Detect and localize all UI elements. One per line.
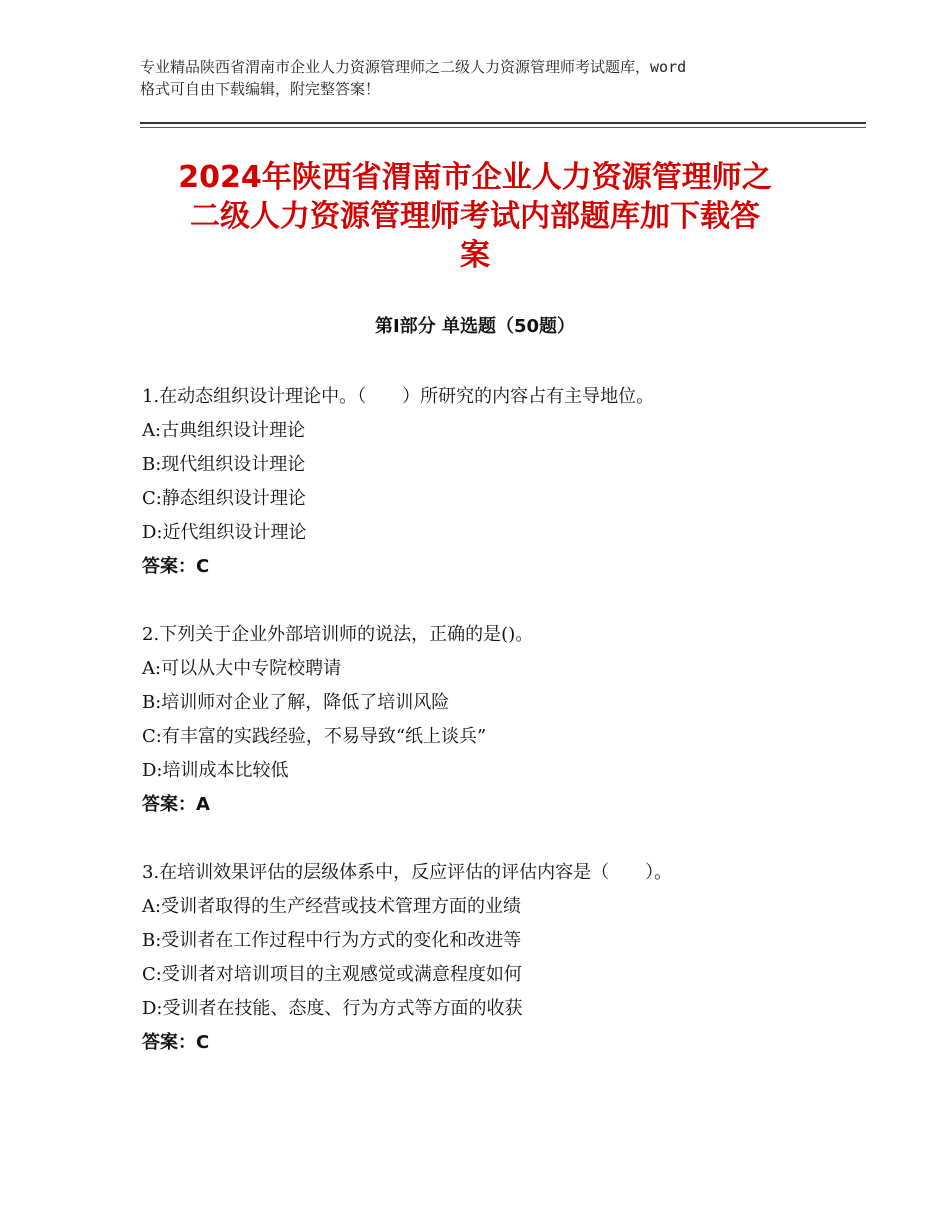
option-b: B:培训师对企业了解，降低了培训风险 [142,692,450,713]
question-3 [142,856,862,1060]
header-note [140,56,840,100]
question-stem: 2.下列关于企业外部培训师的说法，正确的是()。 [142,624,534,645]
header-divider-thick [140,122,866,124]
option-d: D:受训者在技能、态度、行为方式等方面的收获 [142,998,523,1019]
header-note-line-2: 格式可自由下载编辑，附完整答案！ [140,80,381,98]
document-title-line-2: 二级人力资源管理师考试内部题库加下载答 [190,199,760,234]
header-divider-thin [140,127,866,128]
answer: 答案：C [142,1032,210,1053]
question-stem: 1.在动态组织设计理论中。（ ）所研究的内容占有主导地位。 [142,386,655,407]
option-c: C:受训者对培训项目的主观感觉或满意程度如何 [142,964,522,985]
option-a: A:古典组织设计理论 [142,420,306,441]
option-a: A:可以从大中专院校聘请 [142,658,342,679]
answer: 答案：C [142,556,210,577]
answer: 答案：A [142,794,210,815]
option-b: B:受训者在工作过程中行为方式的变化和改进等 [142,930,522,951]
option-c: C:有丰富的实践经验，不易导致“纸上谈兵” [142,726,487,747]
header-note-line-1: 专业精品陕西省渭南市企业人力资源管理师之二级人力资源管理师考试题库，word [140,58,687,76]
option-a: A:受训者取得的生产经营或技术管理方面的业绩 [142,896,522,917]
option-d: D:培训成本比较低 [142,760,289,781]
document-title [140,158,810,275]
document-title-line-3: 案 [460,238,490,273]
question-2 [142,618,862,822]
option-d: D:近代组织设计理论 [142,522,307,543]
option-c: C:静态组织设计理论 [142,488,306,509]
option-b: B:现代组织设计理论 [142,454,306,475]
section-title: 第Ⅰ部分 单选题（50题） [374,316,575,337]
question-list [142,380,862,1094]
document-title-line-1: 2024年陕西省渭南市企业人力资源管理师之 [178,160,772,195]
question-stem: 3.在培训效果评估的层级体系中，反应评估的评估内容是（ ）。 [142,862,673,883]
question-1 [142,380,862,584]
